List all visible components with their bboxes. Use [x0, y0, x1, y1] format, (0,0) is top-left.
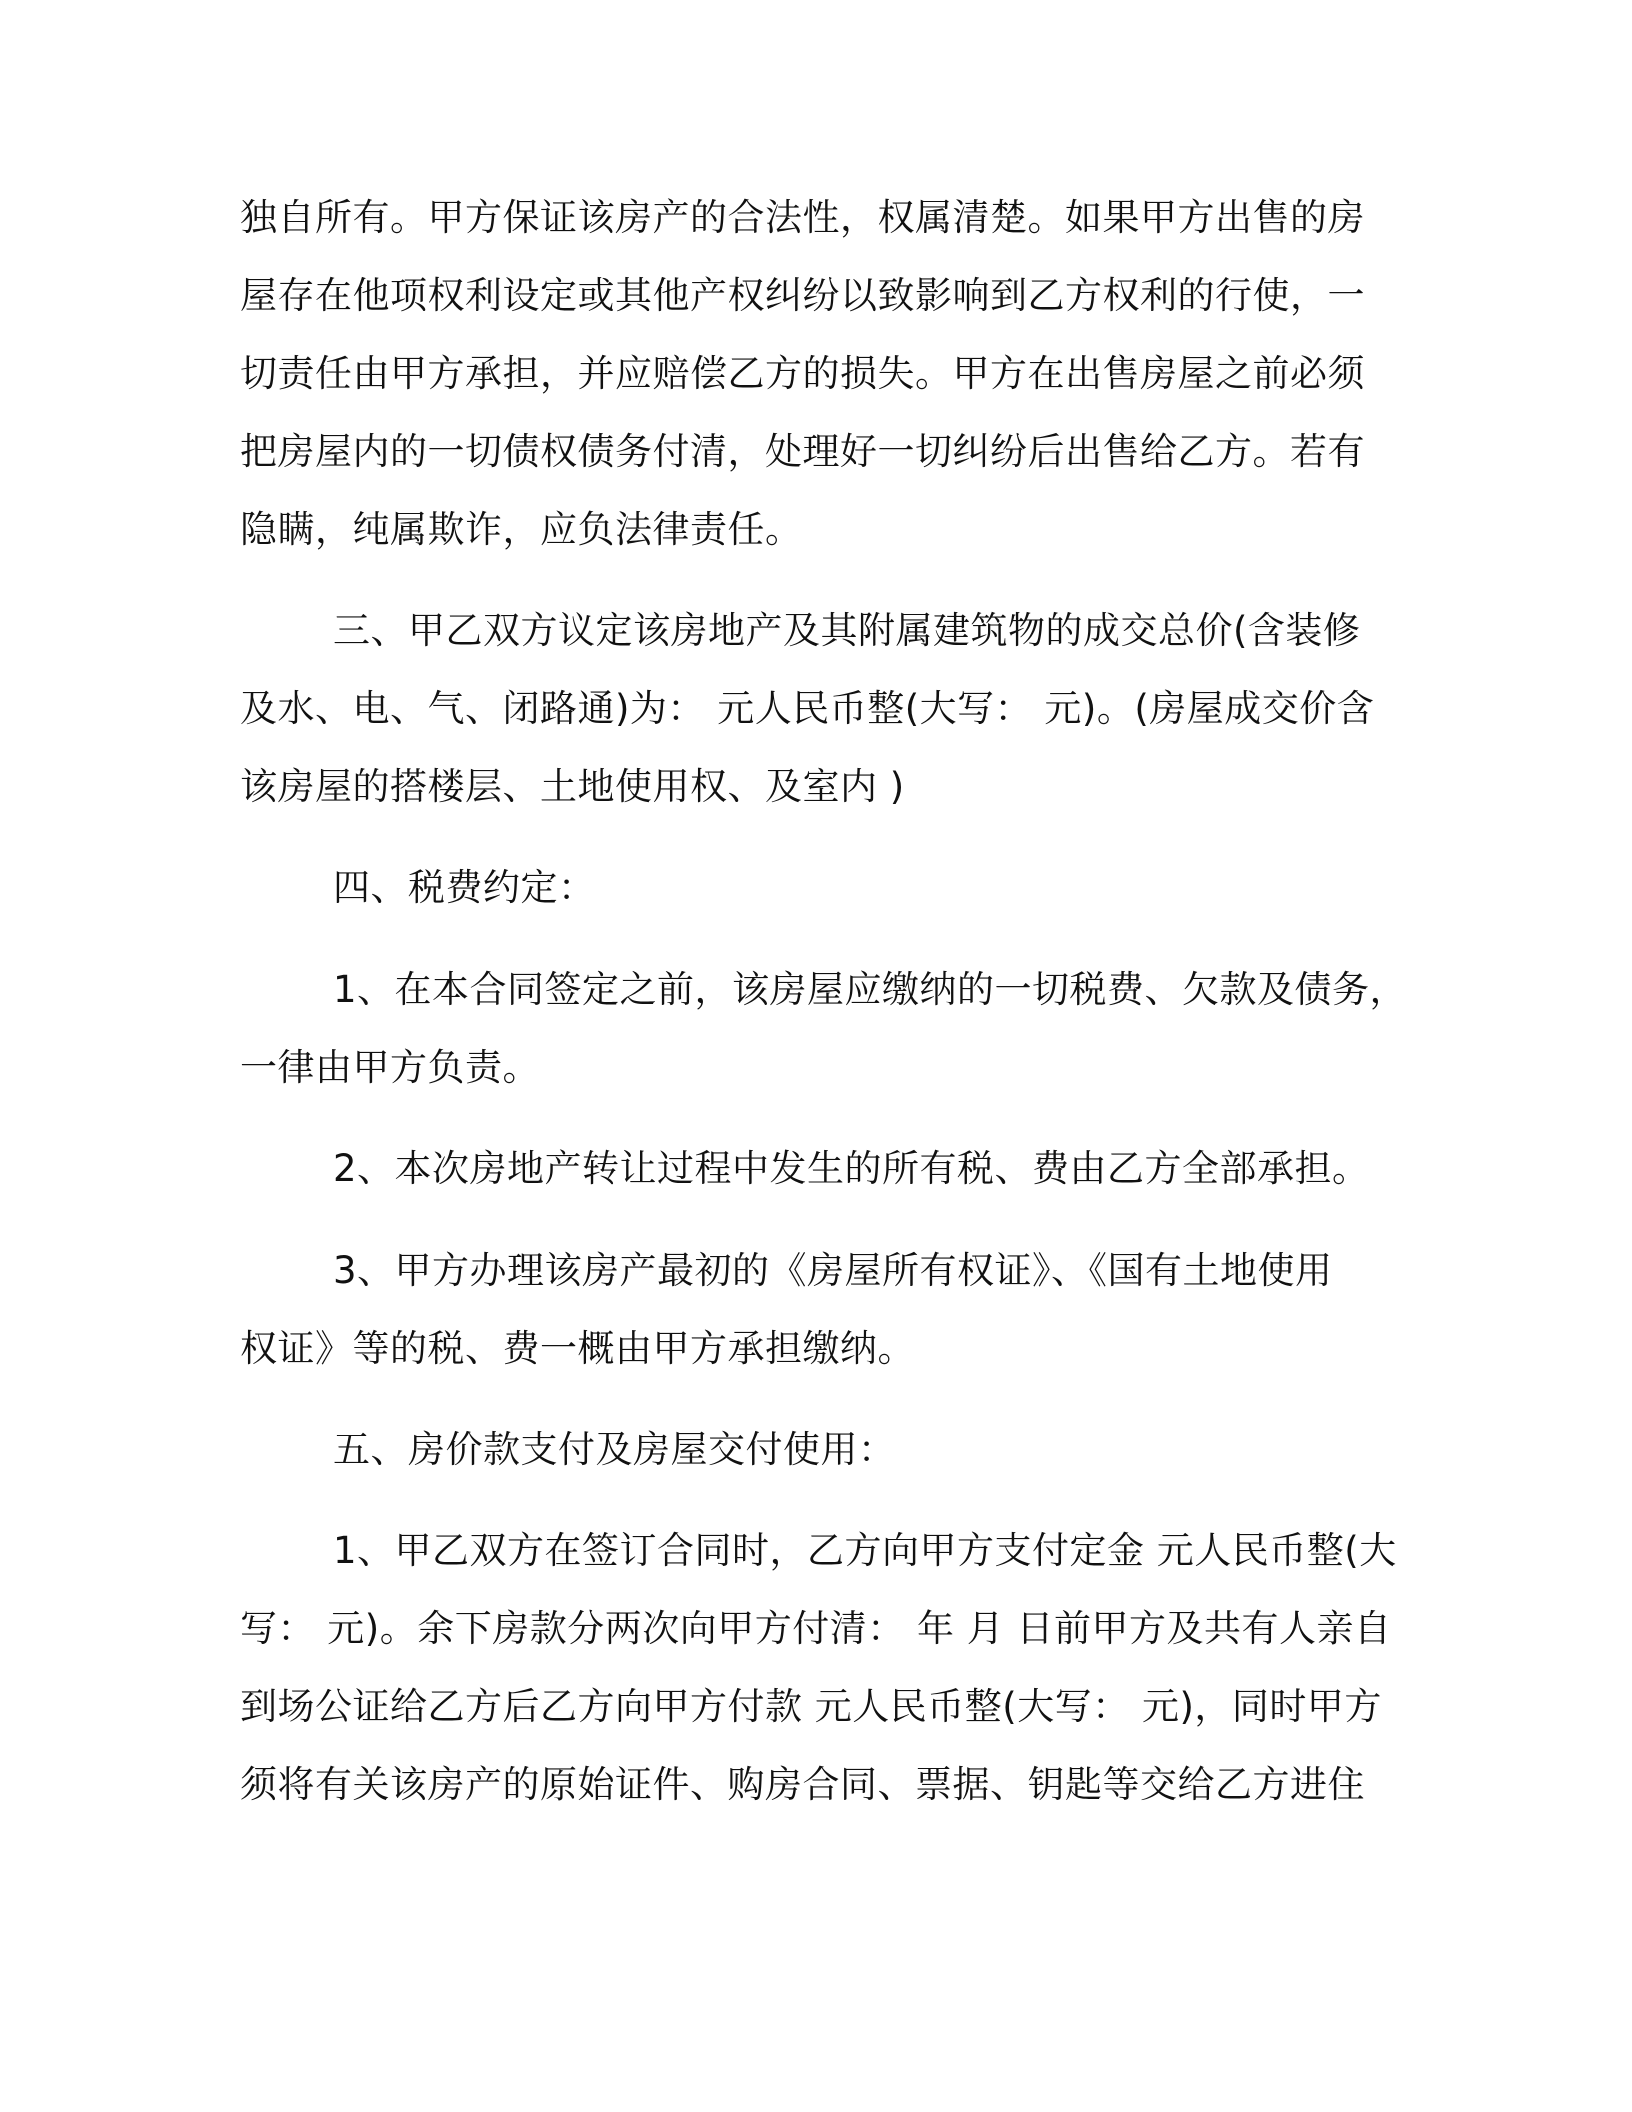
text-line: 该房屋的搭楼层、土地使用权、及室内 ) [240, 765, 905, 808]
clause-four-item-1: 1、在本合同签定之前，该房屋应缴纳的一切税费、欠款及债务， [333, 968, 1408, 1011]
clause-four-item-2: 2、本次房地产转让过程中发生的所有税、费由乙方全部承担。 [333, 1147, 1370, 1190]
clause-three-heading: 三、甲乙双方议定该房地产及其附属建筑物的成交总价(含装修 [333, 609, 1361, 652]
text-line: 一律由甲方负责。 [240, 1046, 540, 1089]
text-line: 到场公证给乙方后乙方向甲方付款 元人民币整(大写： 元)，同时甲方 [240, 1685, 1382, 1728]
text-line: 切责任由甲方承担，并应赔偿乙方的损失。甲方在出售房屋之前必须 [240, 352, 1365, 395]
text-line: 把房屋内的一切债权债务付清，处理好一切纠纷后出售给乙方。若有 [240, 430, 1365, 473]
text-line: 独自所有。甲方保证该房产的合法性，权属清楚。如果甲方出售的房 [240, 196, 1365, 239]
clause-four-item-3: 3、甲方办理该房产最初的《房屋所有权证》、《国有土地使用 [333, 1249, 1333, 1292]
text-line: 隐瞒，纯属欺诈，应负法律责任。 [240, 508, 803, 551]
clause-four-heading: 四、税费约定： [333, 866, 596, 909]
clause-five-heading: 五、房价款支付及房屋交付使用： [333, 1428, 896, 1471]
text-line: 写： 元)。余下房款分两次向甲方付清： 年 月 日前甲方及共有人亲自 [240, 1607, 1392, 1650]
text-line: 权证》等的税、费一概由甲方承担缴纳。 [240, 1327, 915, 1370]
text-line: 须将有关该房产的原始证件、购房合同、票据、钥匙等交给乙方进住 [240, 1763, 1365, 1806]
text-line: 及水、电、气、闭路通)为： 元人民币整(大写： 元)。(房屋成交价含 [240, 687, 1375, 730]
clause-five-item-1: 1、甲乙双方在签订合同时，乙方向甲方支付定金 元人民币整(大 [333, 1529, 1397, 1572]
text-line: 屋存在他项权利设定或其他产权纠纷以致影响到乙方权利的行使，一 [240, 274, 1365, 317]
